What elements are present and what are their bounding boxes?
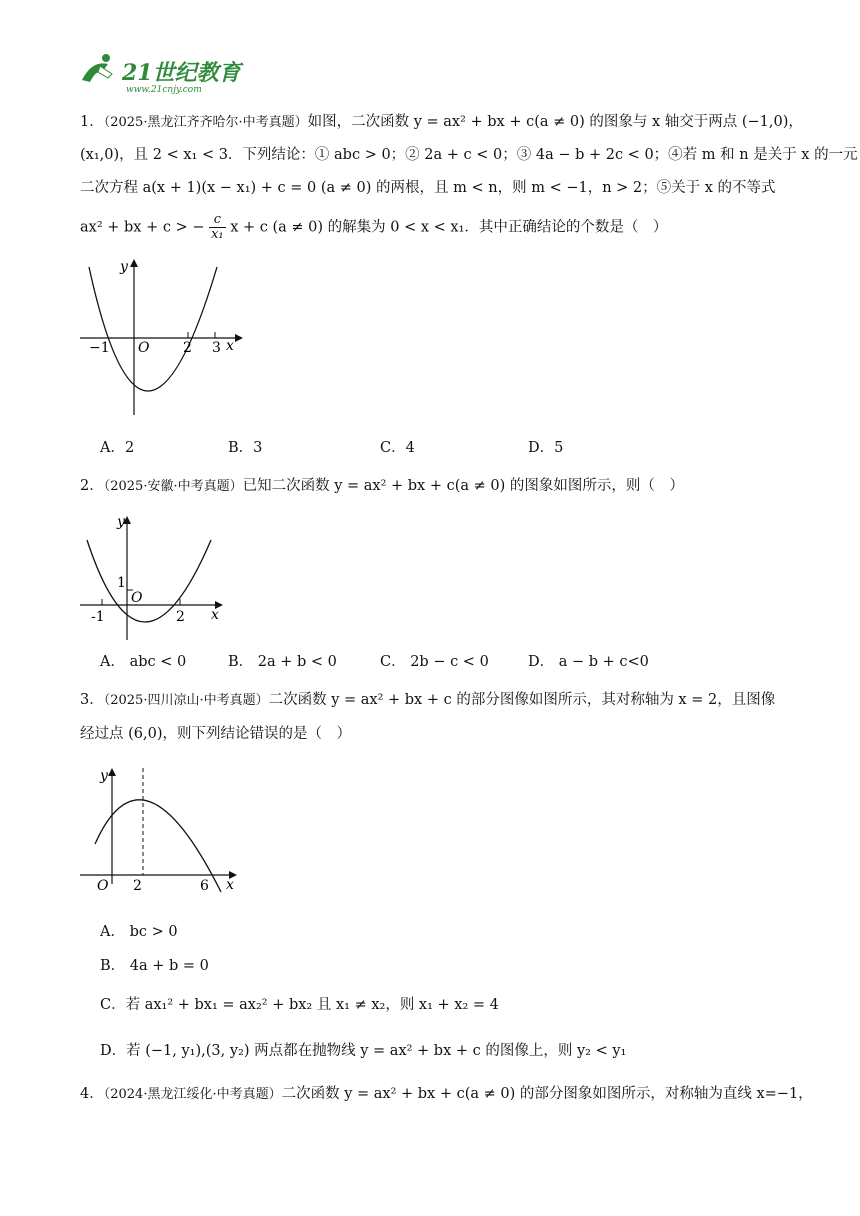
q2-tick-m1: -1 — [91, 609, 105, 625]
q3-y-label: y — [100, 768, 108, 784]
q1-ineq-post: x + c (a ≠ 0) 的解集为 0 < x < x₁．其中正确结论的个数是（ ） — [230, 219, 668, 236]
q2-origin-label: O — [131, 590, 143, 606]
q1-tick-2: 2 — [183, 340, 192, 356]
q1-frac-num: c — [209, 213, 226, 228]
q2-tick-2: 2 — [176, 609, 185, 625]
q3-tick-6: 6 — [200, 878, 209, 894]
q3-tick-2: 2 — [133, 878, 142, 894]
q1-number: 1． — [80, 114, 104, 130]
q2-text: 已知二次函数 y = ax² + bx + c(a ≠ 0) 的图象如图所示，则（ ） — [242, 478, 684, 494]
q2-y-label: y — [117, 514, 125, 530]
q1-option-c: C．4 — [380, 440, 415, 456]
q1-text-1: 如图，二次函数 y = ax² + bx + c(a ≠ 0) 的图象与 x 轴交于两点 (−1,0)， — [307, 114, 803, 130]
q1-option-b: B．3 — [228, 440, 263, 456]
q3-option-d: D．若 (−1, y₁),(3, y₂) 两点都在抛物线 y = ax² + bx + c 的图像上，则 y₂ < y₁ — [100, 1043, 627, 1059]
q1-graph — [75, 255, 245, 420]
q3-source: （2025·四川凉山·中考真题） — [103, 693, 269, 708]
brand-logo — [78, 50, 258, 98]
q1-tick-3: 3 — [212, 340, 221, 356]
q3-graph — [75, 762, 245, 902]
q4-text: 二次函数 y = ax² + bx + c(a ≠ 0) 的部分图象如图所示，对称轴为直线 x=−1， — [281, 1086, 813, 1102]
q1-line1 — [80, 112, 803, 133]
q1-fraction — [209, 213, 226, 242]
q2-source: （2025·安徽·中考真题） — [103, 479, 243, 494]
q3-number: 3． — [80, 692, 104, 708]
q1-x-label: x — [226, 338, 234, 354]
q4-number: 4． — [80, 1086, 104, 1102]
q4-line1 — [80, 1084, 813, 1105]
q2-tick-1: 1 — [117, 575, 126, 591]
q2-option-d: D． a − b + c<0 — [528, 654, 649, 670]
logo-icon — [78, 50, 258, 98]
q3-option-c: C．若 ax₁² + bx₁ = ax₂² + bx₂ 且 x₁ ≠ x₂，则 x₁ + x₂ = 4 — [100, 997, 499, 1013]
logo-url: www.21cnjy.com — [126, 85, 202, 95]
q2-graph — [75, 508, 235, 643]
logo-text: 21世纪教育 — [122, 60, 241, 86]
q2-option-a: A． abc < 0 — [100, 654, 187, 670]
q3-origin-label: O — [97, 878, 109, 894]
q1-option-d: D．5 — [528, 440, 564, 456]
q1-source: （2025·黑龙江齐齐哈尔·中考真题） — [103, 115, 308, 130]
q1-line2: (x₁,0)，且 2 < x₁ < 3．下列结论：① abc > 0；② 2a + c < 0；③ 4a − b + 2c < 0；④若 m 和 n 是关于 x 的一元 — [80, 147, 858, 163]
q3-option-a: A． bc > 0 — [100, 924, 178, 940]
q1-tick-m1: −1 — [89, 340, 110, 356]
q2-option-b: B． 2a + b < 0 — [228, 654, 337, 670]
q3-line2: 经过点 (6,0)，则下列结论错误的是（ ） — [80, 726, 351, 742]
q2-line1 — [80, 476, 800, 497]
q1-line3: 二次方程 a(x + 1)(x − x₁) + c = 0 (a ≠ 0) 的两根，且 m < n，则 m < −1，n > 2；⑤关于 x 的不等式 — [80, 180, 776, 196]
q3-x-label: x — [226, 877, 234, 893]
q1-y-label: y — [120, 259, 128, 275]
q1-frac-den: x₁ — [211, 227, 224, 242]
q2-option-c: C． 2b − c < 0 — [380, 654, 489, 670]
q3-option-b: B． 4a + b = 0 — [100, 958, 209, 974]
q2-number: 2． — [80, 478, 104, 494]
q1-line4 — [80, 213, 800, 242]
q3-text-1: 二次函数 y = ax² + bx + c 的部分图像如图所示，其对称轴为 x = 2，且图像 — [268, 692, 776, 708]
q4-source: （2024·黑龙江绥化·中考真题） — [103, 1087, 282, 1102]
q1-ineq-pre: ax² + bx + c > − — [80, 219, 205, 236]
q1-option-a: A．2 — [100, 440, 135, 456]
q2-x-label: x — [211, 607, 219, 623]
q1-origin-label: O — [138, 340, 150, 356]
q3-line1 — [80, 690, 800, 711]
